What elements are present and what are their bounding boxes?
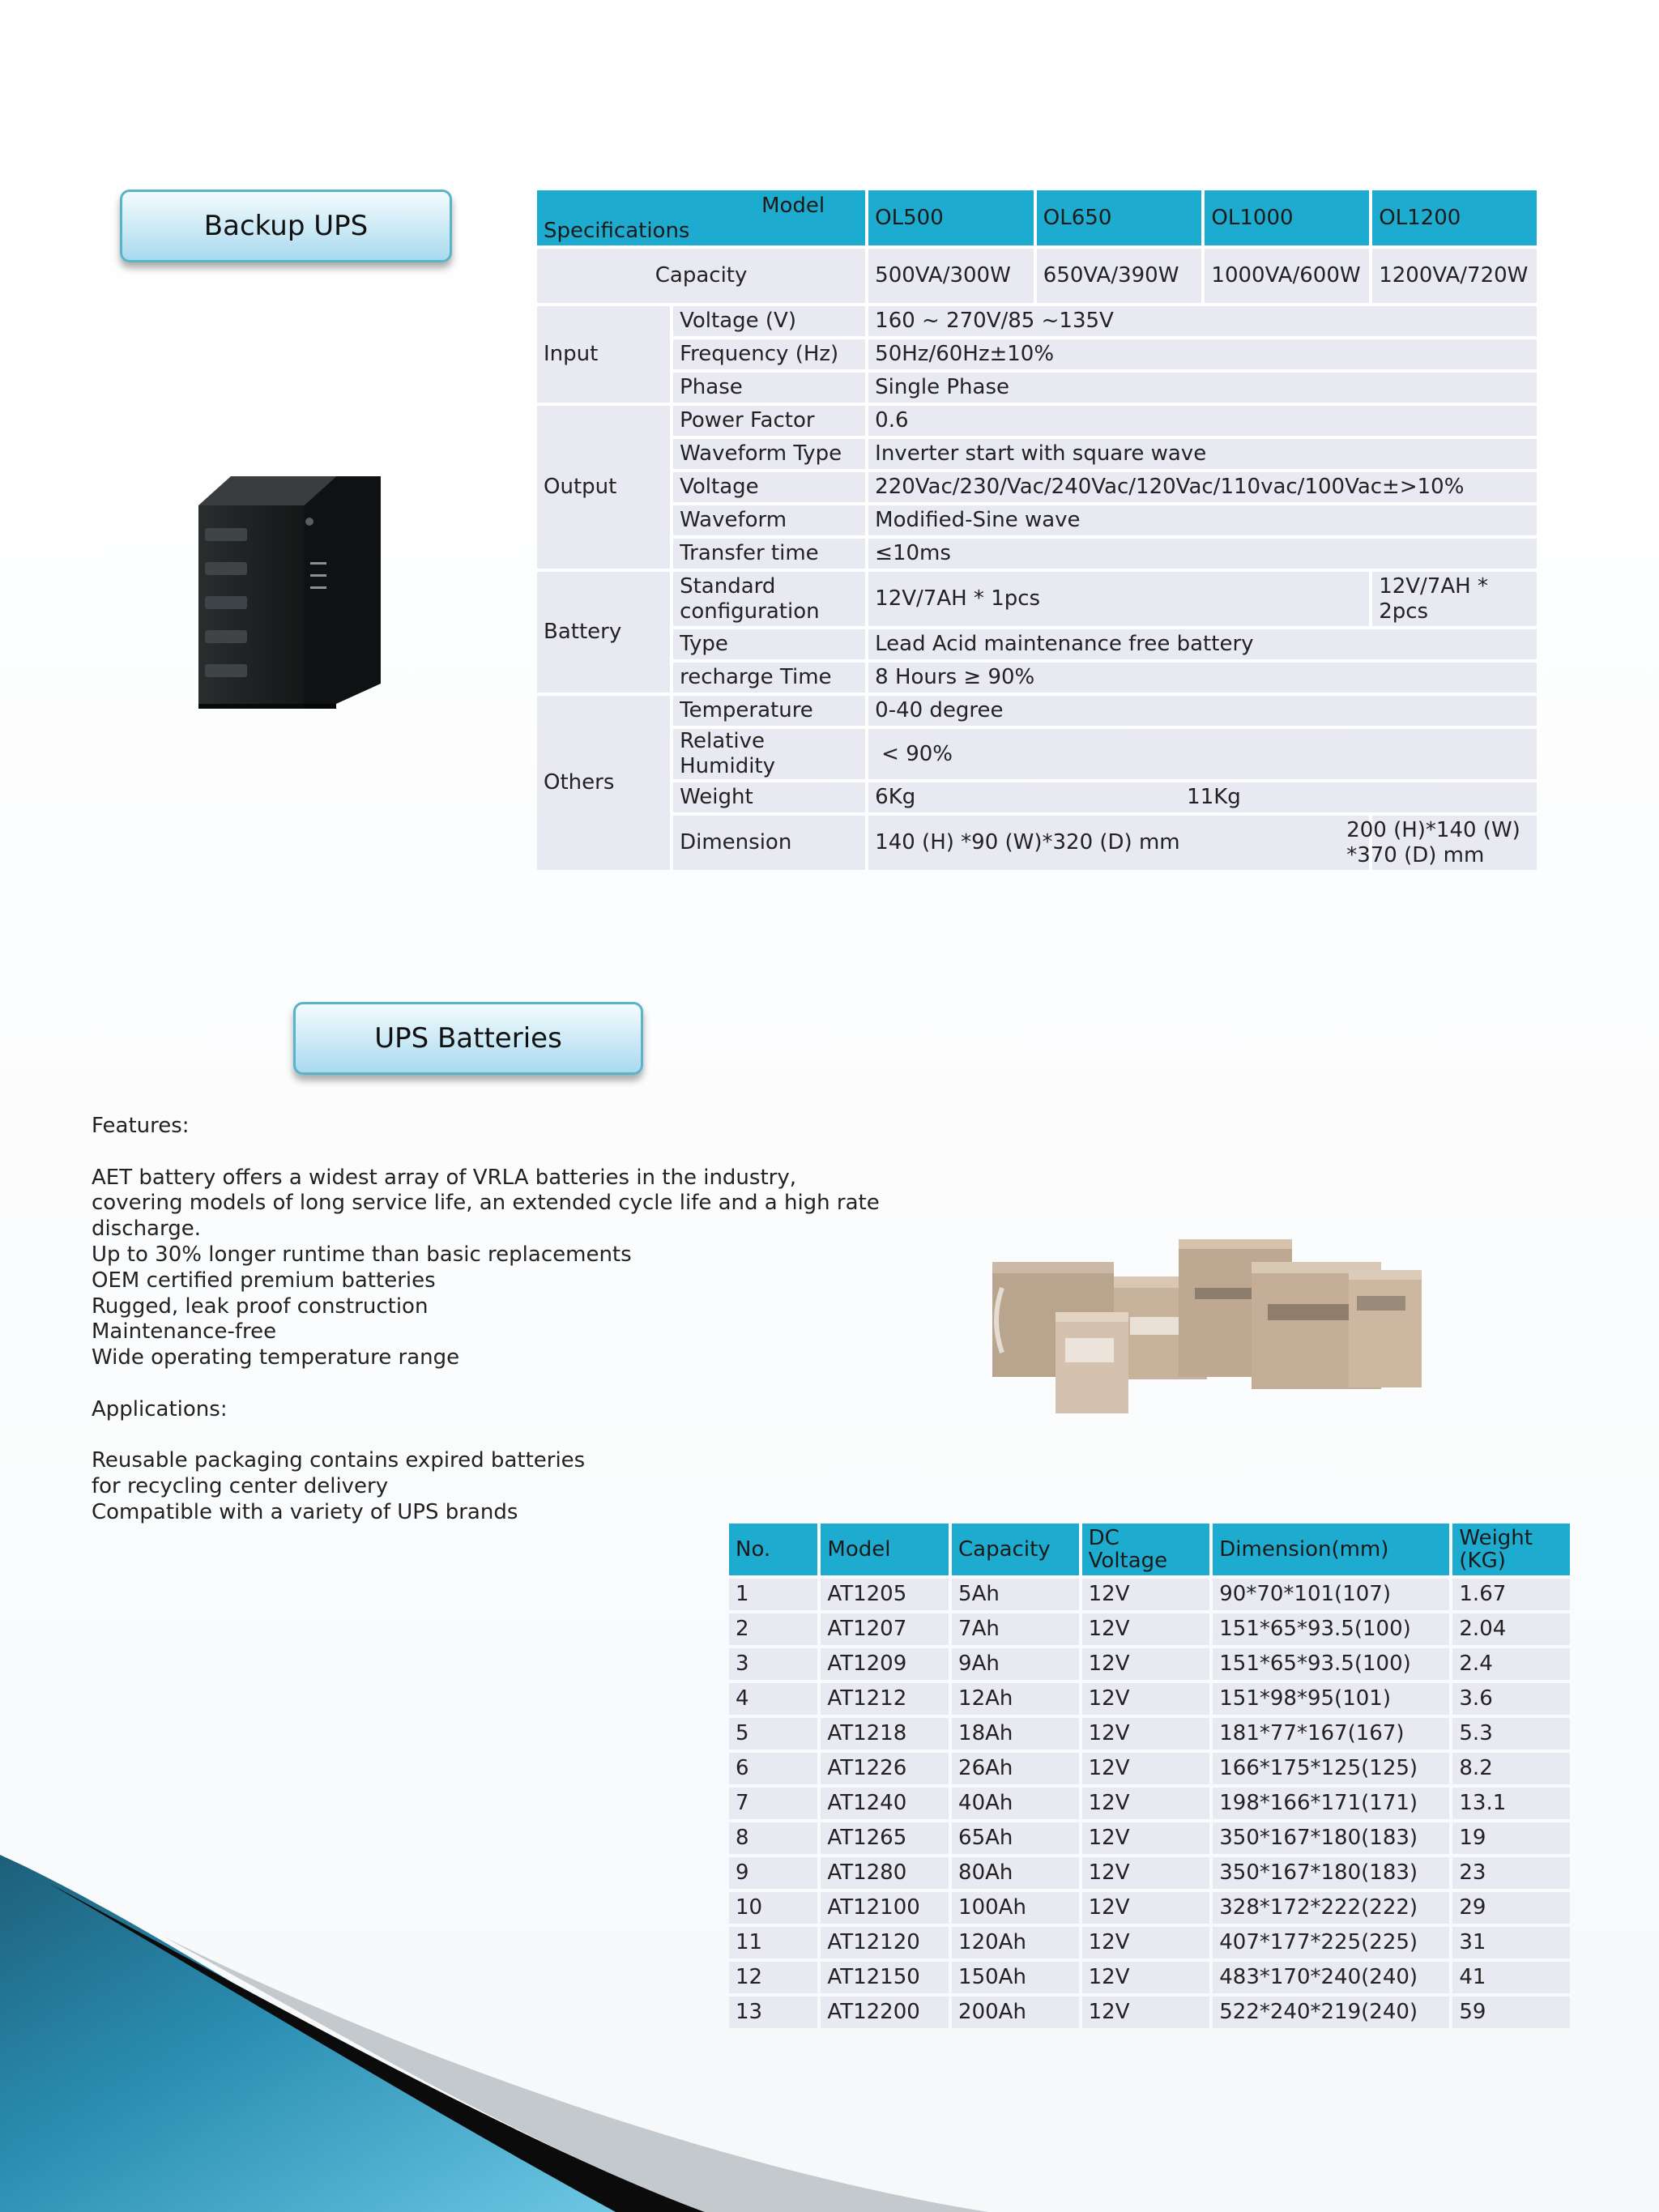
battery-table-cell: 7Ah (952, 1613, 1079, 1645)
battery-table-cell: 8 (729, 1822, 817, 1854)
battery-table-cell: 328*172*222(222) (1213, 1892, 1449, 1924)
spec-label: Dimension (673, 816, 865, 870)
battery-table-cell: 198*166*171(171) (1213, 1788, 1449, 1819)
spec-label: Temperature (673, 696, 865, 726)
battery-table-column-header: Weight (KG) (1452, 1524, 1570, 1575)
spec-corner-cell (537, 190, 865, 245)
battery-table-column-header: Model (821, 1524, 949, 1575)
battery-table-cell: 65Ah (952, 1822, 1079, 1854)
battery-table-cell: 200Ah (952, 1997, 1079, 2028)
section-title-backup-ups (120, 190, 452, 262)
spec-value: 12V/7AH * 1pcs (868, 572, 1369, 626)
battery-table-cell: 8.2 (1452, 1753, 1570, 1784)
corner-model-label: Model (761, 194, 825, 218)
features-text: Features: AET battery offers a widest array of VRLA batteries in the industry, covering models of long service life, an extended cycle life and a high rate discharge. Up to 30% longer runtime than basic replacements OEM certified premium batteries Rugged, leak proof construction Maintenance-free Wide operating temperature range Applications: Reusable packaging contains expired batteries for recycling center delivery Compatible with a variety of UPS brands (92, 1114, 880, 1524)
battery-table-cell: 12V (1082, 1927, 1210, 1958)
battery-table-cell: 12V (1082, 1857, 1210, 1889)
spec-row (537, 729, 1537, 779)
battery-table-cell: AT1265 (821, 1822, 949, 1854)
battery-table-cell: 12V (1082, 1648, 1210, 1680)
spec-value (1346, 816, 1537, 870)
battery-table-cell: AT1280 (821, 1857, 949, 1889)
model-header: OL1000 (1205, 190, 1369, 245)
battery-table-cell: 151*65*93.5(100) (1213, 1613, 1449, 1645)
battery-table-cell: 13.1 (1452, 1788, 1570, 1819)
spec-value: 0.6 (868, 406, 1537, 436)
spec-row (537, 629, 1537, 659)
spec-group-battery: Battery (537, 572, 670, 693)
spec-label: Power Factor (673, 406, 865, 436)
battery-table-cell: 1 (729, 1579, 817, 1610)
spec-value (868, 782, 1537, 812)
spec-label: Type (673, 629, 865, 659)
battery-table-cell: 150Ah (952, 1962, 1079, 1993)
battery-table-cell: 29 (1452, 1892, 1570, 1924)
battery-table-cell: 3 (729, 1648, 817, 1680)
battery-table-cell: 100Ah (952, 1892, 1079, 1924)
battery-table-cell: 12V (1082, 1892, 1210, 1924)
battery-table-row (729, 1753, 1570, 1784)
corner-specifications-label: Specifications (544, 219, 690, 243)
section-title-backup-ups-label: Backup UPS (203, 210, 369, 242)
battery-table-cell: 12V (1082, 1822, 1210, 1854)
spec-row (537, 782, 1537, 812)
battery-table-cell: 13 (729, 1997, 817, 2028)
battery-table-cell: 407*177*225(225) (1213, 1927, 1449, 1958)
dimension-large: 200 (H)*140 (W) *370 (D) mm (1346, 817, 1520, 867)
spec-value: 50Hz/60Hz±10% (868, 339, 1537, 369)
battery-table-cell: 31 (1452, 1927, 1570, 1958)
battery-table-cell: 120Ah (952, 1927, 1079, 1958)
battery-table-cell: AT12150 (821, 1962, 949, 1993)
section-title-ups-batteries (293, 1002, 643, 1075)
batteries-group-image (992, 1239, 1430, 1413)
battery-table-row (729, 1613, 1570, 1645)
battery-table-cell: 181*77*167(167) (1213, 1718, 1449, 1750)
battery-table-row (729, 1788, 1570, 1819)
battery-table-cell: 2.04 (1452, 1613, 1570, 1645)
battery-table-cell: 5Ah (952, 1579, 1079, 1610)
battery-table-cell: 9 (729, 1857, 817, 1889)
battery-table-cell: 12Ah (952, 1683, 1079, 1715)
spec-value: 1200VA/720W (1372, 249, 1537, 303)
battery-table-cell: 522*240*219(240) (1213, 1997, 1449, 2028)
battery-table-cell: AT1218 (821, 1718, 949, 1750)
section-title-ups-batteries-label: UPS Batteries (374, 1022, 562, 1055)
spec-value: 140 (H) *90 (W)*320 (D) mm (868, 816, 1369, 870)
spec-group-others: Others (537, 696, 670, 870)
battery-table-cell: AT1207 (821, 1613, 949, 1645)
weight-large: 11Kg (1187, 785, 1241, 809)
spec-header-row (537, 190, 1537, 245)
battery-table-cell: 5.3 (1452, 1718, 1570, 1750)
spec-label: Phase (673, 373, 865, 403)
battery-table-cell: 483*170*240(240) (1213, 1962, 1449, 1993)
spec-value: 8 Hours ≥ 90% (868, 663, 1537, 693)
battery-table-cell: 1.67 (1452, 1579, 1570, 1610)
spec-row (537, 816, 1537, 870)
spec-label: Waveform Type (673, 439, 865, 469)
spec-label: recharge Time (673, 663, 865, 693)
model-header: OL500 (868, 190, 1034, 245)
spec-value: 12V/7AH * 2pcs (1372, 572, 1537, 626)
battery-table-row (729, 1579, 1570, 1610)
battery-table-cell: 10 (729, 1892, 817, 1924)
spec-row (537, 472, 1537, 502)
spec-value: Modified-Sine wave (868, 505, 1537, 535)
battery-table-cell: 6 (729, 1753, 817, 1784)
model-header: OL1200 (1372, 190, 1537, 245)
battery-table-cell: 5 (729, 1718, 817, 1750)
battery-table-cell: 80Ah (952, 1857, 1079, 1889)
spec-row (537, 663, 1537, 693)
battery-table-cell: AT1212 (821, 1683, 949, 1715)
spec-label: Waveform (673, 505, 865, 535)
spec-group-output: Output (537, 406, 670, 569)
battery-table-cell: 350*167*180(183) (1213, 1857, 1449, 1889)
battery-table-cell: 12V (1082, 1997, 1210, 2028)
ups-spec-table (534, 187, 1540, 873)
battery-table-cell: 12V (1082, 1579, 1210, 1610)
weight-small: 6Kg (875, 785, 916, 809)
battery-table-cell: 12V (1082, 1718, 1210, 1750)
battery-table-cell: 166*175*125(125) (1213, 1753, 1449, 1784)
battery-table-column-header: Dimension(mm) (1213, 1524, 1449, 1575)
spec-value: 0-40 degree (868, 696, 1537, 726)
spec-label: Voltage (V) (673, 306, 865, 336)
battery-table-column-header: Capacity (952, 1524, 1079, 1575)
battery-table-cell: AT12200 (821, 1997, 949, 2028)
battery-table-column-header: DC Voltage (1082, 1524, 1210, 1575)
spec-value: 650VA/390W (1037, 249, 1202, 303)
battery-table-cell: 2.4 (1452, 1648, 1570, 1680)
battery-table-row (729, 1718, 1570, 1750)
spec-row (537, 572, 1537, 626)
spec-row (537, 539, 1537, 569)
battery-table-cell: AT12100 (821, 1892, 949, 1924)
spec-label: Relative Humidity (673, 729, 865, 779)
battery-table-cell: 59 (1452, 1997, 1570, 2028)
spec-value: 1000VA/600W (1205, 249, 1369, 303)
spec-label: Standard configuration (673, 572, 865, 626)
spec-row (537, 306, 1537, 336)
spec-row (537, 696, 1537, 726)
battery-table-header (729, 1524, 1570, 1575)
battery-table-cell: 350*167*180(183) (1213, 1822, 1449, 1854)
battery-table-cell: 9Ah (952, 1648, 1079, 1680)
battery-table-cell: 40Ah (952, 1788, 1079, 1819)
spec-value: Single Phase (868, 373, 1537, 403)
battery-table-cell: 19 (1452, 1822, 1570, 1854)
battery-table-cell: 90*70*101(107) (1213, 1579, 1449, 1610)
battery-table-cell: 12V (1082, 1788, 1210, 1819)
spec-row (537, 406, 1537, 436)
spec-value: ≤10ms (868, 539, 1537, 569)
battery-table-row (729, 1648, 1570, 1680)
spec-label: Transfer time (673, 539, 865, 569)
battery-table-cell: 7 (729, 1788, 817, 1819)
spec-row (537, 373, 1537, 403)
battery-table-cell: 12V (1082, 1613, 1210, 1645)
spec-label: Weight (673, 782, 865, 812)
spec-group-input: Input (537, 306, 670, 403)
battery-table-cell: 151*98*95(101) (1213, 1683, 1449, 1715)
battery-table-cell: 41 (1452, 1962, 1570, 1993)
battery-table-cell: 18Ah (952, 1718, 1079, 1750)
spec-value: Lead Acid maintenance free battery (868, 629, 1537, 659)
battery-table-cell: 12V (1082, 1962, 1210, 1993)
spec-row (537, 439, 1537, 469)
spec-value: Inverter start with square wave (868, 439, 1537, 469)
battery-table-cell: 4 (729, 1683, 817, 1715)
battery-table-cell: 23 (1452, 1857, 1570, 1889)
spec-label: Frequency (Hz) (673, 339, 865, 369)
battery-table-cell: 12V (1082, 1753, 1210, 1784)
model-header: OL650 (1037, 190, 1202, 245)
spec-row (537, 339, 1537, 369)
spec-row (537, 505, 1537, 535)
battery-table-cell: AT1209 (821, 1648, 949, 1680)
spec-value: < 90% (868, 729, 1537, 779)
spec-label: Voltage (673, 472, 865, 502)
battery-table-cell: 3.6 (1452, 1683, 1570, 1715)
battery-table-cell: AT1226 (821, 1753, 949, 1784)
battery-table-cell: 11 (729, 1927, 817, 1958)
battery-table-cell: 26Ah (952, 1753, 1079, 1784)
decorative-swoosh (0, 1839, 1053, 2212)
battery-table-cell: 2 (729, 1613, 817, 1645)
battery-table-cell: 12V (1082, 1683, 1210, 1715)
battery-table-cell: AT1205 (821, 1579, 949, 1610)
ups-tower-image (182, 473, 389, 716)
spec-value: 500VA/300W (868, 249, 1034, 303)
battery-table-row (729, 1683, 1570, 1715)
battery-table-column-header: No. (729, 1524, 817, 1575)
battery-table-cell: 151*65*93.5(100) (1213, 1648, 1449, 1680)
spec-label: Capacity (537, 249, 865, 303)
battery-table-cell: AT1240 (821, 1788, 949, 1819)
spec-value: 160 ~ 270V/85 ~135V (868, 306, 1537, 336)
spec-row-capacity (537, 249, 1537, 303)
spec-value: 220Vac/230/Vac/240Vac/120Vac/110vac/100Vac±>10% (868, 472, 1537, 502)
battery-table-cell: AT12120 (821, 1927, 949, 1958)
battery-table-cell: 12 (729, 1962, 817, 1993)
